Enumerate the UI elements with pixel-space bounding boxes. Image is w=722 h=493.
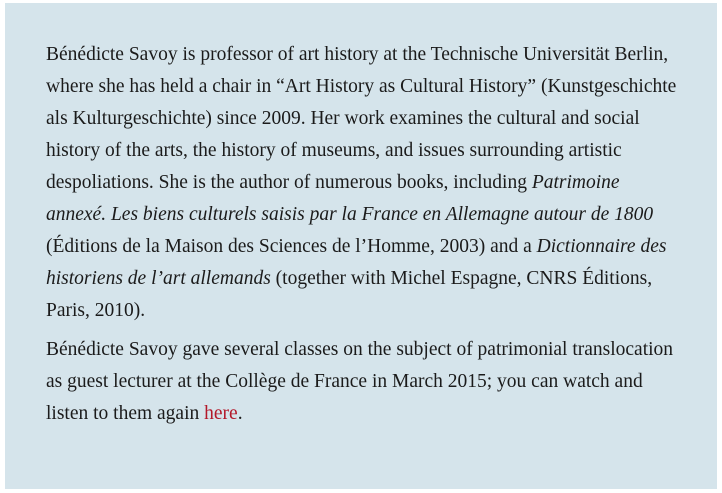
bio-panel (5, 3, 717, 489)
bio-paragraph-2 (46, 334, 683, 430)
lectures-link[interactable]: here (204, 403, 238, 424)
bio-text (46, 39, 683, 430)
lecture-text-end: . (237, 403, 243, 424)
book-details-patrimoine: (Éditions de la Maison des Sciences de l’Homme, 2003) and a (46, 236, 537, 257)
book-title-dictionnaire: Dictionnaire des historiens de l’art allemands (46, 236, 667, 289)
bio-paragraph-1 (46, 39, 683, 327)
book-title-patrimoine: Patrimoine annexé. Les biens culturels saisis par la France en Allemagne autour de 1800 (46, 172, 654, 225)
bio-intro-text: Bénédicte Savoy is professor of art history at the Technische Universität Berlin, where she has held a chair in “Art History as Cultural History” (Kunstgeschichte als Kulturgeschichte) since 2009. Her work examines the cultural and social history of the arts, the history of museums, and issues surrounding artistic despoliations. She is the author of numerous books, including (46, 44, 677, 193)
book-details-dictionnaire: (together with Michel Espagne, CNRS Éditions, Paris, 2010). (46, 268, 653, 321)
lecture-text: Bénédicte Savoy gave several classes on the subject of patrimonial translocation as guest lecturer at the Collège de France in March 2015; you can watch and listen to them again (46, 339, 674, 424)
